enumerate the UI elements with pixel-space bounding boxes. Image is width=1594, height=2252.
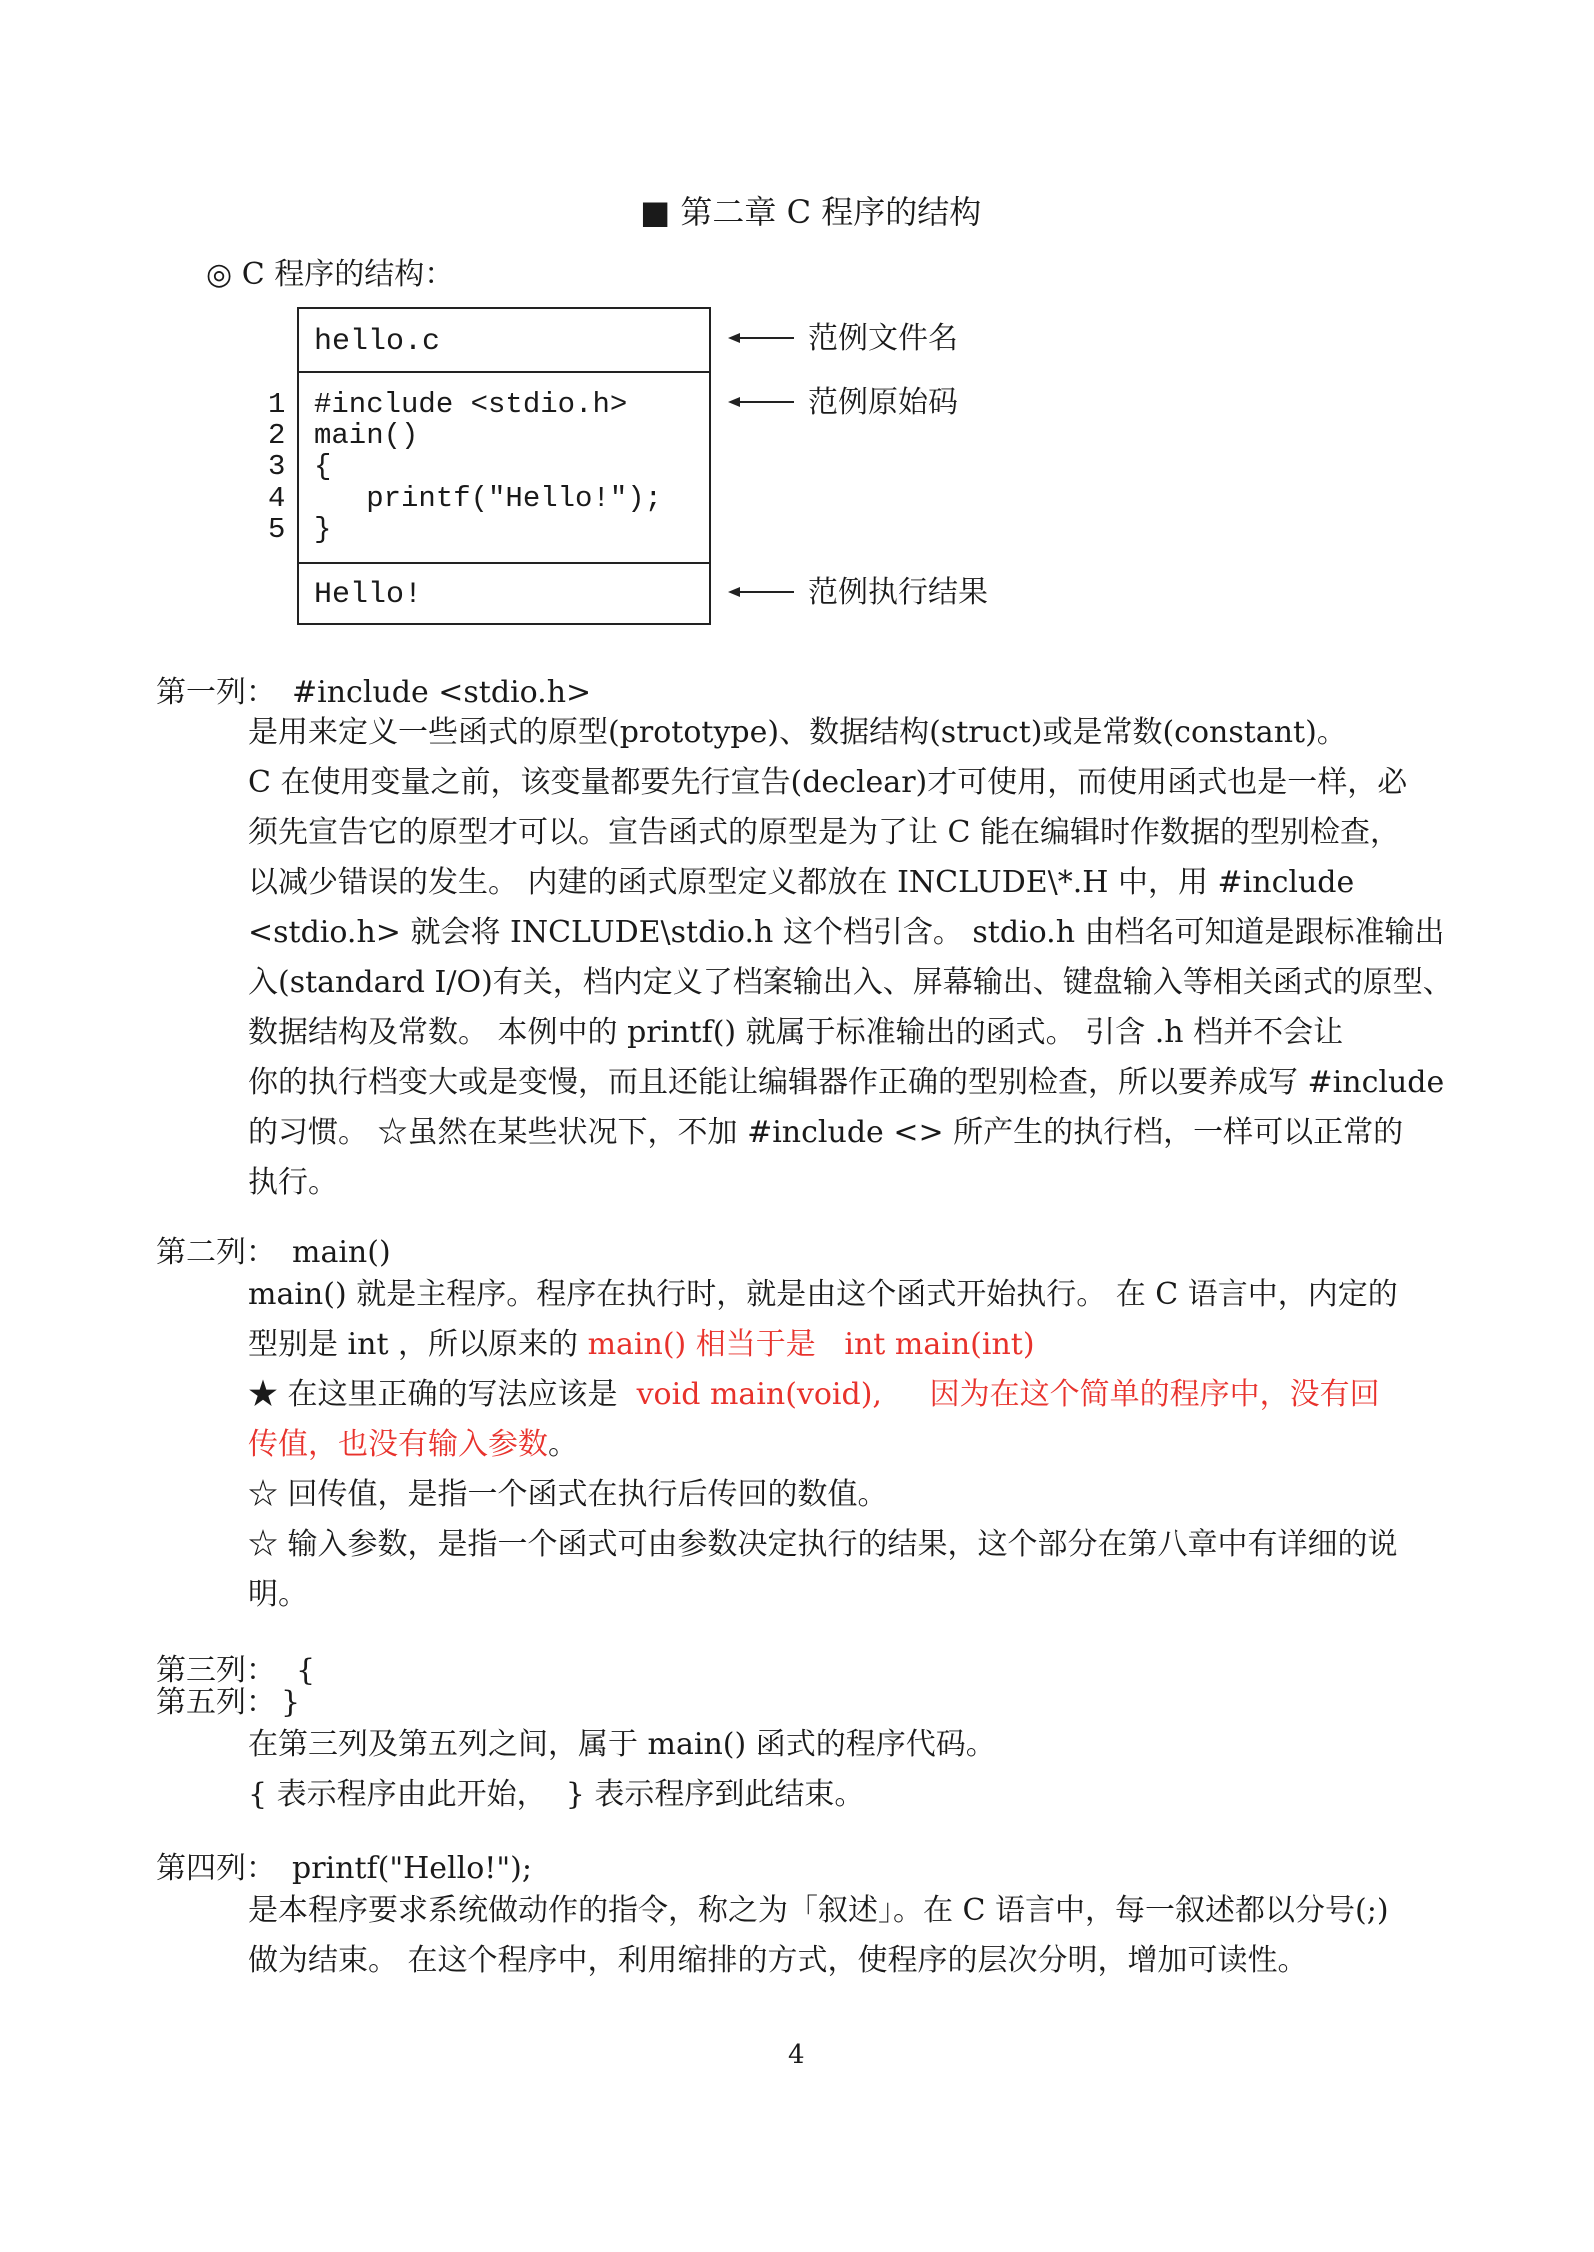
output-label: Hello! [314,578,423,612]
arrow-left-icon [728,582,796,602]
line-number: 3 [268,450,286,483]
page-number: 4 [788,2040,805,2070]
highlight-text: main() 相当于是 int main(int) [587,1327,1035,1362]
heading-label: 第四列： [156,1851,276,1886]
paragraph-line [248,1377,1380,1412]
code-line: #include <stdio.h> [314,388,628,421]
arrow-left-icon [728,328,796,348]
section-heading [156,1235,391,1270]
text-span: ★ 在这里正确的写法应该是 [248,1377,637,1412]
paragraph-line [248,1427,578,1462]
section-heading [156,1653,316,1688]
text-span: 型别是 int ，所以原来的 [248,1327,588,1362]
code-line: main() [314,419,419,452]
section-heading [156,1851,532,1886]
line-number: 1 [268,388,286,421]
filename-label: hello.c [314,325,441,359]
heading-code: printf("Hello!"); [292,1851,532,1886]
box-divider [299,371,709,373]
paragraph-line: <stdio.h> 就会将 INCLUDE\stdio.h 这个档引含。 stdio.h 由档名可知道是跟标准输出 [248,915,1445,950]
section-title: ◎ C 程序的结构： [206,257,455,292]
paragraph-line: 明。 [248,1577,308,1612]
paragraph-line: 的习惯。 ☆虽然在某些状况下，不加 #include <> 所产生的执行档，一样可以正常的 [248,1115,1404,1150]
paragraph-line: { 表示程序由此开始， } 表示程序到此结束。 [248,1777,865,1812]
diagram-label: 范例文件名 [808,321,958,356]
code-line: } [314,513,332,546]
heading-code: { [296,1653,316,1688]
heading-label: 第五列： [156,1685,261,1720]
box-divider [299,562,709,564]
line-number: 4 [268,482,286,515]
heading-code: } [281,1685,301,1720]
section-heading [156,1685,301,1720]
paragraph-line: 做为结束。 在这个程序中，利用缩排的方式，使程序的层次分明，增加可读性。 [248,1943,1308,1978]
arrow-left-icon [728,392,796,412]
heading-code: #include <stdio.h> [292,675,592,710]
paragraph-line: 在第三列及第五列之间，属于 main() 函式的程序代码。 [248,1727,996,1762]
heading-label: 第二列： [156,1235,276,1270]
chapter-title: ■ 第二章 C 程序的结构 [640,193,982,231]
line-number: 2 [268,419,286,452]
paragraph-line: 是用来定义一些函式的原型(prototype)、数据结构(struct)或是常数(constant)。 [248,715,1347,750]
section-heading [156,675,592,710]
heading-label: 第三列： [156,1653,276,1688]
paragraph-line: ☆ 回传值，是指一个函式在执行后传回的数值。 [248,1477,888,1512]
paragraph-line: main() 就是主程序。程序在执行时，就是由这个函式开始执行。 在 C 语言中，内定的 [248,1277,1398,1312]
highlight-text: void main(void), 因为在这个简单的程序中，没有回 [636,1377,1380,1412]
paragraph-line: 须先宣告它的原型才可以。宣告函式的原型是为了让 C 能在编辑时作数据的型别检查， [248,815,1401,850]
paragraph-line: 执行。 [248,1165,338,1200]
diagram-label: 范例执行结果 [808,575,988,610]
paragraph-line: 是本程序要求系统做动作的指令，称之为「叙述」。在 C 语言中，每一叙述都以分号(;) [248,1893,1389,1928]
paragraph-line [248,1327,1035,1362]
paragraph-line: 以减少错误的发生。 内建的函式原型定义都放在 INCLUDE\*.H 中，用 #include [248,865,1355,900]
heading-code: main() [292,1235,391,1270]
paragraph-line: C 在使用变量之前，该变量都要先行宣告(declear)才可使用，而使用函式也是一样，必 [248,765,1408,800]
line-number: 5 [268,513,286,546]
paragraph-line: 你的执行档变大或是变慢，而且还能让编辑器作正确的型别检查，所以要养成写 #include [248,1065,1445,1100]
diagram-label: 范例原始码 [808,385,958,420]
paragraph-line: 数据结构及常数。 本例中的 printf() 就属于标准输出的函式。 引含 .h 档并不会让 [248,1015,1344,1050]
heading-label: 第一列： [156,675,276,710]
code-line: { [314,450,332,483]
text-span: 。 [548,1427,578,1462]
paragraph-line: 入(standard I/O)有关，档内定义了档案输出入、屏幕输出、键盘输入等相关函式的原型、 [248,965,1453,1000]
highlight-text: 传值，也没有输入参数 [248,1427,548,1462]
paragraph-line: ☆ 输入参数，是指一个函式可由参数决定执行的结果，这个部分在第八章中有详细的说 [248,1527,1398,1562]
code-line: printf("Hello!"); [314,482,663,515]
